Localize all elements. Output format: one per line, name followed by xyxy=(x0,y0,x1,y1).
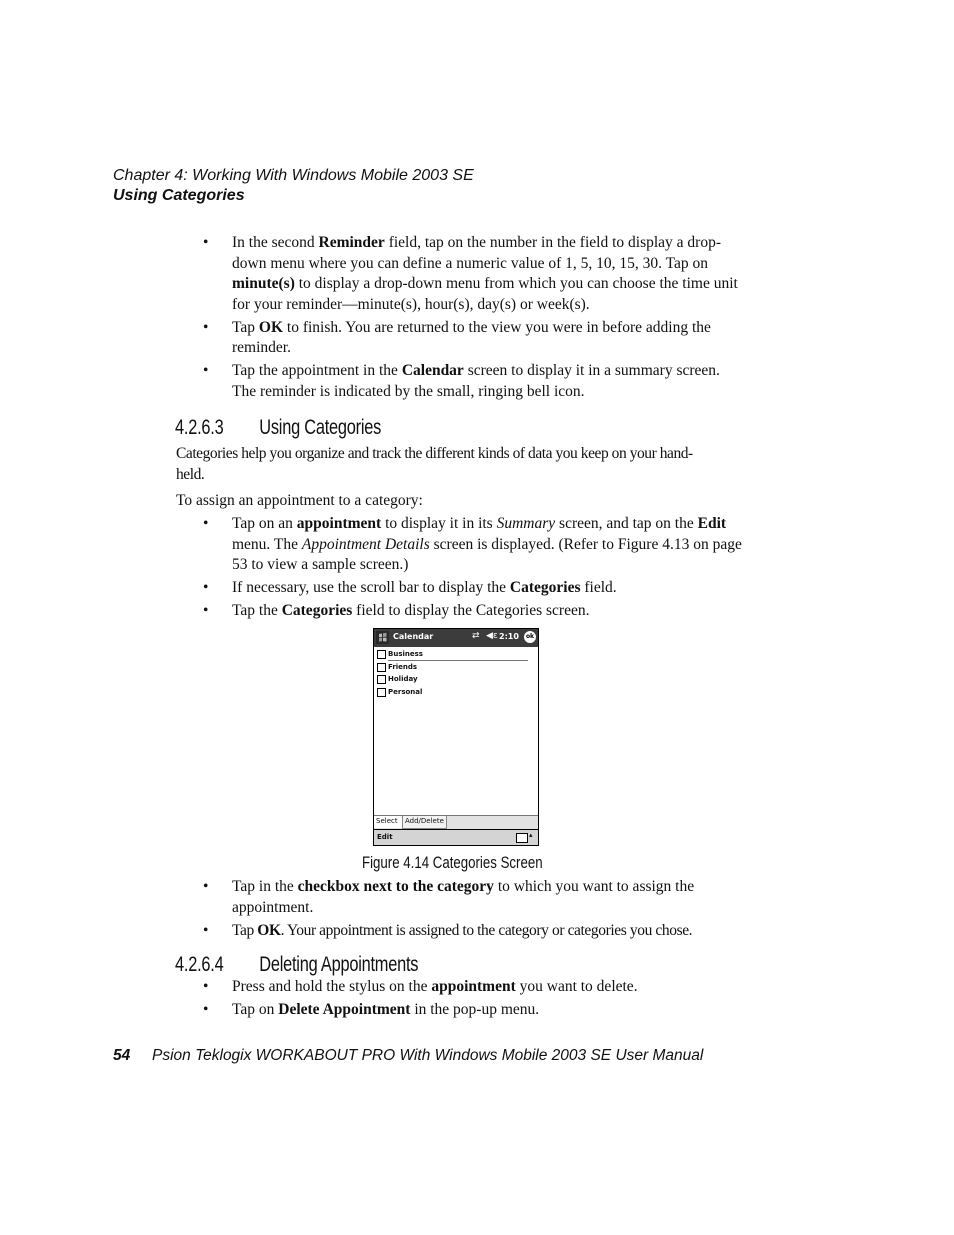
ok-button[interactable]: ok xyxy=(524,631,536,643)
volume-icon[interactable]: ◀ε xyxy=(486,631,498,641)
section-heading-using-categories xyxy=(175,416,381,440)
bullet-text: Tap in the checkbox next to the category to which you want to assign the appointment. xyxy=(232,878,695,916)
section-heading-deleting-appointments xyxy=(175,953,418,977)
chapter-header: Chapter 4: Working With Windows Mobile 2003 SE xyxy=(113,167,474,184)
bullet-list-categories xyxy=(203,514,743,624)
bullet-text: Tap OK. Your appointment is assigned to the category or categories you chose. xyxy=(232,921,693,939)
connectivity-icon[interactable]: ⇄ xyxy=(472,631,480,641)
lead-paragraph: To assign an appointment to a category: xyxy=(176,492,423,509)
category-row[interactable] xyxy=(377,674,527,687)
keyboard-icon[interactable] xyxy=(516,833,528,843)
bullet-text: In the second Reminder field, tap on the number in the field to display a drop-down menu where you can define a numeric value of 1, 5, 10, 15, 30. Tap on minute(s) to display a drop-down menu from which you can choose the time unit for your reminder—minute(s), hour(s), day(s) or week(s). xyxy=(232,234,738,313)
figure-caption: Figure 4.14 Categories Screen xyxy=(362,853,543,872)
bullet-list-assign xyxy=(203,877,743,944)
section-title: Deleting Appointments xyxy=(259,953,419,976)
list-item: • If necessary, use the scroll bar to display the Categories field. xyxy=(203,579,617,596)
categories-screen-figure xyxy=(373,628,539,846)
category-label: Friends xyxy=(388,662,418,671)
tab-strip xyxy=(374,815,538,829)
menu-bar xyxy=(374,829,538,846)
manual-title: Psion Teklogix WORKABOUT PRO With Windows Mobile 2003 SE User Manual xyxy=(152,1047,704,1064)
tab-select[interactable]: Select xyxy=(374,816,404,828)
category-checkbox[interactable] xyxy=(377,663,386,672)
category-label: Personal xyxy=(388,687,423,696)
list-item: • Tap on Delete Appointment in the pop-up menu. xyxy=(203,1001,540,1018)
category-label: Holiday xyxy=(388,675,418,683)
bullet-list-reminder xyxy=(203,233,743,405)
category-checkbox[interactable] xyxy=(377,675,386,684)
bullet-text: Tap on an appointment to display it in its Summary screen, and tap on the Edit menu. The Appointment Details screen is displayed. (Refer to Figure 4.13 on page 53 to view a sample screen.) xyxy=(232,515,742,573)
category-list xyxy=(377,649,527,699)
category-row[interactable] xyxy=(377,687,527,700)
clock[interactable]: 2:10 xyxy=(499,632,519,641)
start-flag-icon[interactable] xyxy=(376,631,389,644)
section-header: Using Categories xyxy=(113,187,245,204)
page-number: 54 xyxy=(113,1047,131,1064)
section-number: 4.2.6.4 xyxy=(175,953,224,976)
app-title: Calendar xyxy=(393,632,434,641)
list-item: • Tap on an appointment to display it in its Summary screen, and tap on the Edit menu. The Appointment Details screen is displayed. (Refer to Figure 4.13 on page 53 to view a sample screen.) xyxy=(203,515,742,573)
bullet-text: Tap the appointment in the Calendar screen to display it in a summary screen. The reminder is indicated by the small, ringing bell icon. xyxy=(232,362,720,400)
title-bar xyxy=(374,629,538,647)
list-item: • Press and hold the stylus on the appointment you want to delete. xyxy=(203,978,638,995)
list-item: • In the second Reminder field, tap on the number in the field to display a drop-down menu where you can define a numeric value of 1, 5, 10, 15, 30. Tap on minute(s) to display a drop-down menu from which you can choose the time unit for your reminder—minute(s), hour(s), day(s) or week(s). xyxy=(203,234,738,313)
category-label: Business xyxy=(388,650,423,658)
list-item: • Tap OK to finish. You are returned to the view you were in before adding the reminder. xyxy=(203,318,711,356)
edit-menu[interactable]: Edit xyxy=(377,833,393,841)
list-item: • Tap in the checkbox next to the category to which you want to assign the appointment. xyxy=(203,878,695,916)
section-title: Using Categories xyxy=(259,416,382,439)
section-number: 4.2.6.3 xyxy=(175,416,224,439)
bullet-text: Tap the Categories field to display the Categories screen. xyxy=(232,602,590,619)
bullet-list-delete xyxy=(203,977,743,1023)
category-checkbox[interactable] xyxy=(377,688,386,697)
category-row[interactable] xyxy=(377,662,527,675)
tab-add-delete[interactable]: Add/Delete xyxy=(402,816,447,829)
selection-divider xyxy=(388,660,528,661)
bullet-text: Tap on Delete Appointment in the pop-up menu. xyxy=(232,1001,540,1018)
bullet-text: Tap OK to finish. You are returned to the view you were in before adding the reminder. xyxy=(232,318,711,356)
list-item: • Tap the appointment in the Calendar screen to display it in a summary screen. The reminder is indicated by the small, ringing bell icon. xyxy=(203,362,720,400)
bullet-text: If necessary, use the scroll bar to display the Categories field. xyxy=(232,579,617,596)
input-selector-arrow-icon[interactable]: ▴ xyxy=(529,831,533,839)
list-item: • Tap OK. Your appointment is assigned to the category or categories you chose. xyxy=(203,921,693,939)
list-item: • Tap the Categories field to display the Categories screen. xyxy=(203,602,590,619)
category-checkbox[interactable] xyxy=(377,650,386,659)
intro-paragraph: Categories help you organize and track the different kinds of data you keep on your hand-held. xyxy=(176,445,693,483)
bullet-text: Press and hold the stylus on the appointment you want to delete. xyxy=(232,978,638,995)
